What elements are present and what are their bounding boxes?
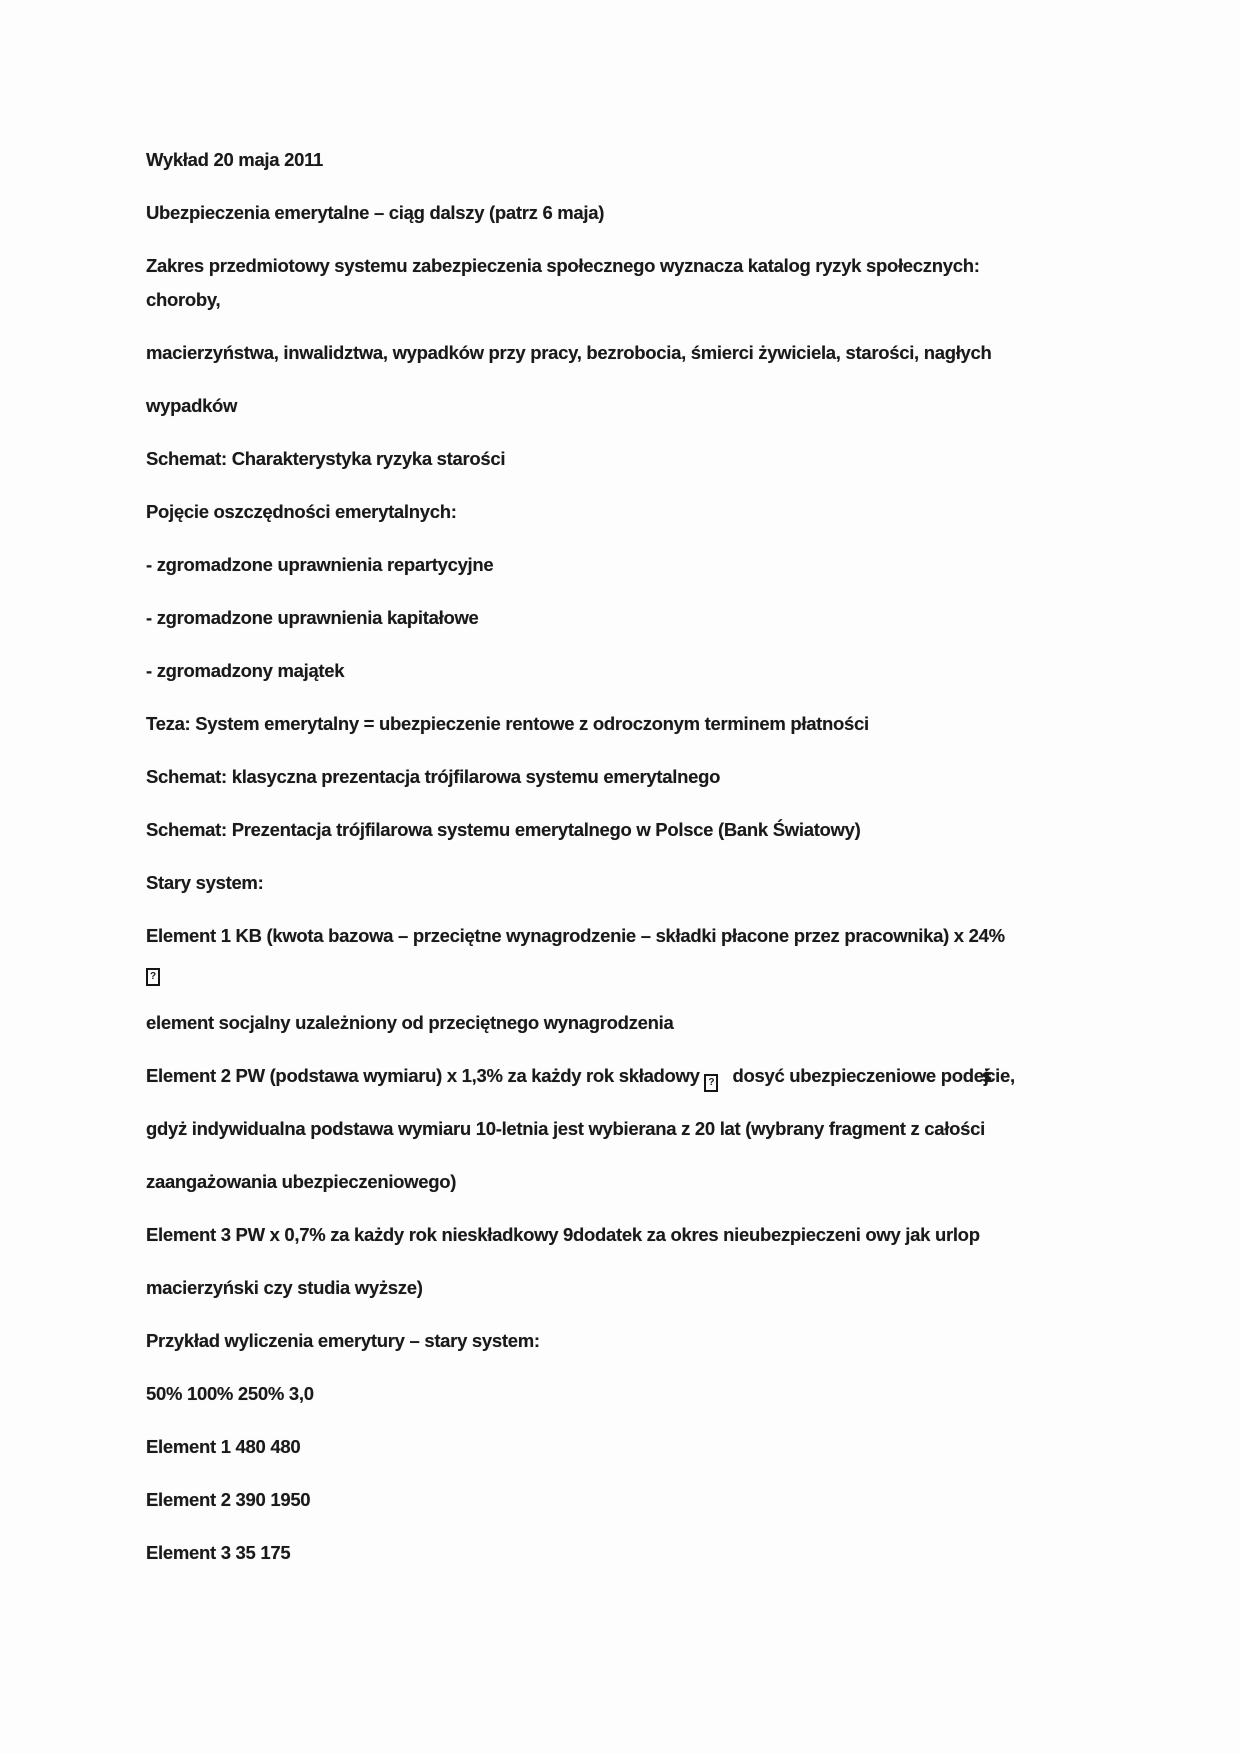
text-line: [146, 601, 1210, 635]
text-line: [146, 1059, 1210, 1093]
missing-glyph-box: ?: [146, 968, 160, 986]
text-line: [146, 919, 1210, 953]
text-run: Teza: System emerytalny = ubezpieczenie rentowe z odroczonym terminem płatności: [146, 713, 869, 734]
text-line: [146, 1430, 1210, 1464]
text-line: [146, 249, 1210, 283]
text-line: [146, 813, 1210, 847]
text-run: Element 2 390 1950: [146, 1489, 311, 1510]
text-run: Schemat: Charakterystyka ryzyka starości: [146, 448, 506, 469]
text-line: [146, 196, 1210, 230]
text-run: zaangażowania ubezpieczeniowego): [146, 1171, 457, 1192]
missing-glyph-box: ?: [704, 1074, 718, 1092]
text-run: - zgromadzone uprawnienia kapitałowe: [146, 607, 479, 628]
text-line: [146, 654, 1210, 688]
text-run: cie,: [985, 1065, 1015, 1086]
document-content: [146, 143, 1210, 1570]
text-run: Element 3 35 175: [146, 1542, 291, 1563]
text-line: [146, 1271, 1210, 1305]
text-line: [146, 389, 1210, 423]
text-line: [146, 760, 1210, 794]
text-run: Element 1 480 480: [146, 1436, 301, 1457]
text-run: Element 3 PW x 0,7% za każdy rok nieskładkowy 9dodatek za okres nieubezpieczeni owy jak urlop: [146, 1224, 980, 1245]
text-line: [146, 953, 1210, 987]
text-line: [146, 1483, 1210, 1517]
text-run: macierzyństwa, inwalidztwa, wypadków przy pracy, bezrobocia, śmierci żywiciela, starości, nagłych: [146, 342, 992, 363]
text-run: Wykład 20 maja 2011: [146, 149, 324, 170]
text-line: [146, 143, 1210, 177]
text-run: jś: [983, 1065, 986, 1086]
text-run: Przykład wyliczenia emerytury – stary system:: [146, 1330, 540, 1351]
text-run: - zgromadzony majątek: [146, 660, 345, 681]
text-line: [146, 707, 1210, 741]
text-run: macierzyński czy studia wyższe): [146, 1277, 423, 1298]
text-line: [146, 1165, 1210, 1199]
text-line: [146, 1536, 1210, 1570]
text-run: gdyż indywidualna podstawa wymiaru 10-letnia jest wybierana z 20 lat (wybrany fragment z całości: [146, 1118, 985, 1139]
text-line: [146, 1324, 1210, 1358]
text-line: [146, 1006, 1210, 1040]
text-run: - zgromadzone uprawnienia repartycyjne: [146, 554, 494, 575]
text-run: Element 1 KB (kwota bazowa – przeciętne wynagrodzenie – składki płacone przez pracownika) x 24%: [146, 925, 1005, 946]
text-run: Stary system:: [146, 872, 264, 893]
text-line: [146, 442, 1210, 476]
text-line: [146, 495, 1210, 529]
text-run: element socjalny uzależniony od przeciętnego wynagrodzenia: [146, 1012, 674, 1033]
text-run: dosyć ubezpieczeniowe pode: [732, 1065, 984, 1086]
text-run: 50% 100% 250% 3,0: [146, 1383, 314, 1404]
text-run: Schemat: Prezentacja trójfilarowa systemu emerytalnego w Polsce (Bank Światowy): [146, 819, 861, 840]
text-line: [146, 336, 1210, 370]
text-run: Pojęcie oszczędności emerytalnych:: [146, 501, 457, 522]
text-line: [146, 866, 1210, 900]
text-run: Ubezpieczenia emerytalne – ciąg dalszy (patrz 6 maja): [146, 202, 605, 223]
text-run: wypadków: [146, 395, 238, 416]
text-run: Element 2 PW (podstawa wymiaru) x 1,3% za każdy rok składowy: [146, 1065, 705, 1086]
text-line: [146, 1218, 1210, 1252]
text-run: choroby,: [146, 289, 221, 310]
text-line: [146, 283, 1210, 317]
text-line: [146, 548, 1210, 582]
text-run: Zakres przedmiotowy systemu zabezpieczenia społecznego wyznacza katalog ryzyk społecznych:: [146, 255, 980, 276]
text-line: [146, 1377, 1210, 1411]
text-line: [146, 1112, 1210, 1146]
text-run: Schemat: klasyczna prezentacja trójfilarowa systemu emerytalnego: [146, 766, 721, 787]
